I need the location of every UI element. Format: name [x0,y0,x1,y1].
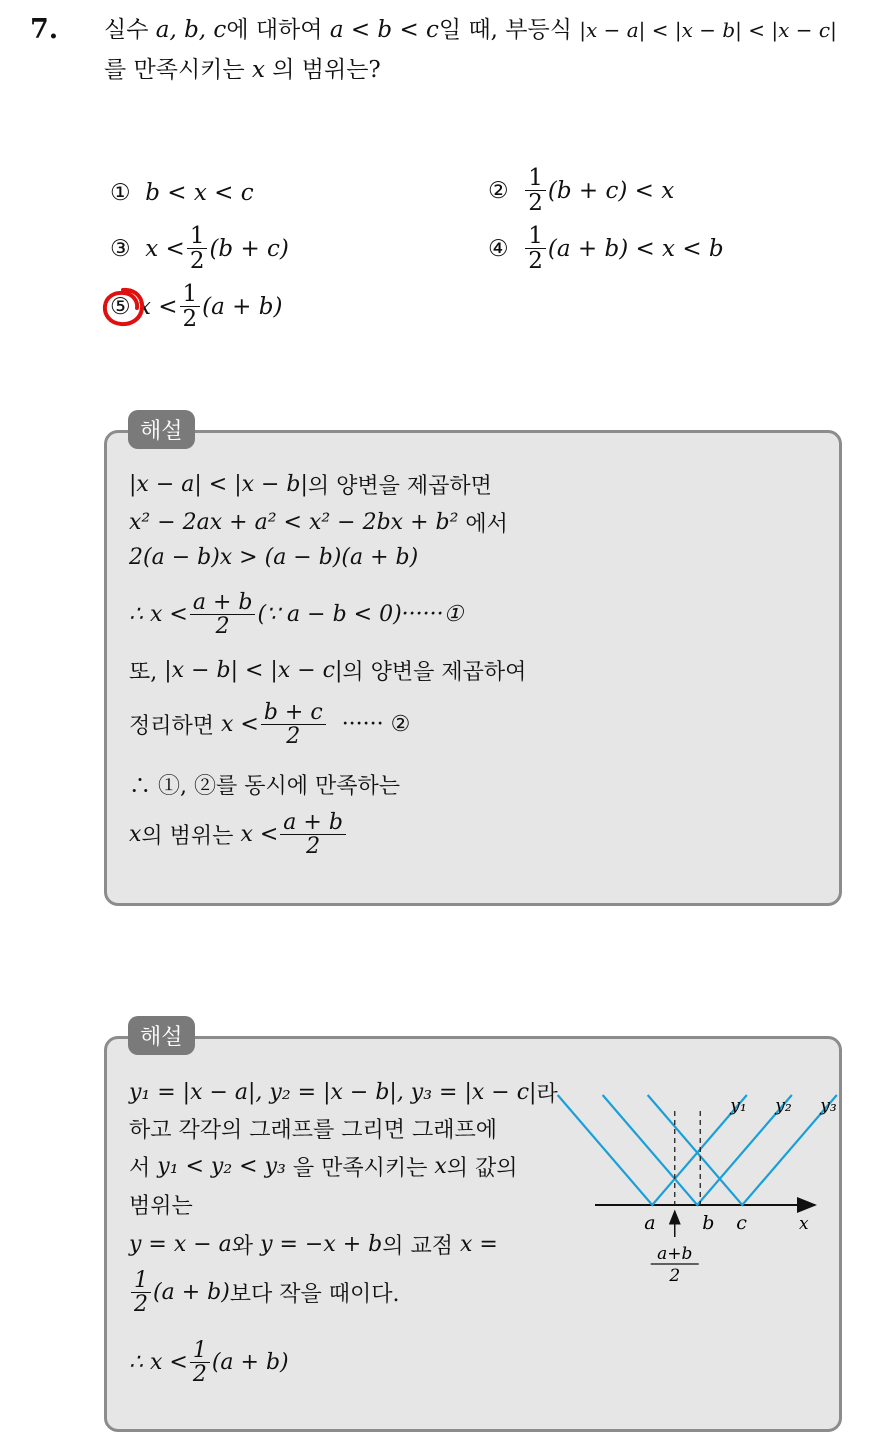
answer-circle-mark [100,286,146,328]
question-text: 에 대하여 [226,17,323,43]
sol-text: 하고 각각의 그래프를 그리면 그래프에 [129,1118,498,1143]
math-expr: x [129,822,142,848]
sol1-line-8 [129,811,348,858]
sol-text: 서 [129,1156,151,1181]
math-expr: y₁ = |x − a|, y₂ = |x − b|, y₃ = |x − c| [129,1080,537,1105]
label-y1: y₁ [730,1096,747,1116]
label-x: x [799,1214,809,1234]
option-marker: ③ [110,235,131,262]
graph-curve-y1 [558,1095,747,1205]
math-expr: |x − b| < |x − c| [164,658,343,683]
sol1-line-4 [129,591,463,638]
option-expr: b < x < c [145,180,254,206]
sol2-line-2 [129,1113,497,1144]
fraction: $\frac{b + c}{2}$ [261,701,326,748]
question-var: x [251,57,265,83]
option-marker: ④ [488,235,509,262]
fraction: $\frac{1}{2}$ [131,1269,151,1316]
graph-curve-y2 [603,1095,792,1205]
option-expr: (b + c) [209,235,289,262]
question-text: 실수 [104,17,149,43]
sol1-line-5 [129,655,526,686]
option-4[interactable] [488,224,724,273]
question-vars: a, b, c [155,17,227,43]
option-2[interactable] [488,166,674,215]
absolute-value-graph [589,1087,837,1327]
sol-text: 범위는 [129,1194,193,1219]
sol1-line-6 [129,701,410,748]
sol2-line-4 [129,1189,193,1220]
solution-tag-2: 해설 [128,1016,195,1055]
label-y2: y₂ [775,1096,792,1116]
midpoint-denominator: 2 [669,1266,681,1286]
sol-text: 의 값의 [446,1156,518,1181]
option-fraction: $\frac{1}{2}$ [180,282,201,331]
sol1-line-1 [129,469,492,500]
option-marker: ⑤ [110,293,131,320]
sol2-line-1 [129,1077,558,1108]
math-expr: ∴ x < [129,1350,188,1376]
question-line-1 [104,14,837,46]
solution-box-2 [104,1036,842,1432]
sol-text: 또, [129,660,158,685]
sol1-line-2 [129,507,508,538]
option-expr: x < [145,235,185,262]
sol1-line-3 [129,545,418,570]
fraction: $\frac{a + b}{2}$ [190,591,256,638]
sol-text: 의 양변을 제곱하여 [342,660,527,685]
sol-text: ∴ ①, ②를 동시에 만족하는 [129,774,400,799]
solution-box-1 [104,430,842,906]
sol2-line-6 [129,1269,400,1316]
option-3[interactable] [110,224,289,273]
sol-text: 의 교점 [382,1234,454,1259]
option-expr: (a + b) [202,293,283,320]
sol-text: 의 양변을 제곱하면 [307,474,492,499]
label-c: c [736,1212,747,1234]
question-abs-inequality: |x − a| < |x − b| < |x − c| [579,18,837,42]
option-expr: (a + b) < x < b [547,235,724,262]
fraction: $\frac{1}{2}$ [190,1339,210,1386]
option-expr: (b + c) < x [547,177,675,204]
question-text: 를 만족시키는 [104,57,245,83]
math-expr: (a + b) [153,1280,230,1306]
sol-text: 에서 [465,512,508,537]
math-expr: 2(a − b)x > (a − b)(a + b) [129,545,419,570]
question-line-2 [104,54,381,86]
option-fraction: $\frac{1}{2}$ [525,224,546,273]
sol-text: 정리하면 [129,714,215,740]
sol-text: 라 [536,1082,558,1107]
sol1-line-7 [129,769,400,800]
option-fraction: $\frac{1}{2}$ [187,224,208,273]
sol-text: 보다 작을 때이다. [229,1282,400,1308]
math-expr: |x − a| < |x − b| [129,472,308,497]
math-expr: ······ ② [341,712,411,738]
question-text: 일 때, 부등식 [438,17,572,43]
label-a: a [644,1212,656,1234]
label-y3: y₃ [820,1096,837,1116]
math-expr: (∵ a − b < 0)······① [257,602,464,628]
math-expr: y₁ < y₂ < y₃ [157,1154,286,1179]
math-expr: ∴ x < [129,602,188,628]
math-expr: y = x − a [129,1232,232,1257]
math-expr: x < [221,712,259,738]
option-expr: x < [137,293,178,320]
sol-text: 을 만족시키는 [292,1156,428,1181]
sol-text: 와 [231,1234,254,1259]
math-expr: (a + b) [211,1350,289,1376]
question-text: 의 범위는? [272,57,381,83]
option-marker: ① [110,180,131,206]
sol2-line-7 [129,1339,289,1386]
label-b: b [702,1212,715,1234]
option-fraction: $\frac{1}{2}$ [525,166,546,215]
fraction: $\frac{a + b}{2}$ [280,811,346,858]
sol-text: 의 범위는 [141,824,234,850]
option-1[interactable] [110,176,254,210]
math-expr: x [434,1154,447,1179]
option-marker: ② [488,177,509,204]
math-expr: x < [240,822,279,848]
math-expr: x² − 2ax + a² < x² − 2bx + b² [129,510,459,535]
sol2-line-5 [129,1229,498,1260]
midpoint-numerator: a+b [657,1244,693,1264]
question-inequality: a < b < c [329,17,439,43]
solution-tag-1: 해설 [128,410,195,449]
math-expr: x = [460,1232,498,1257]
math-expr: y = −x + b [260,1232,383,1257]
question-number: 7. [30,14,59,45]
sol2-line-3 [129,1151,518,1182]
